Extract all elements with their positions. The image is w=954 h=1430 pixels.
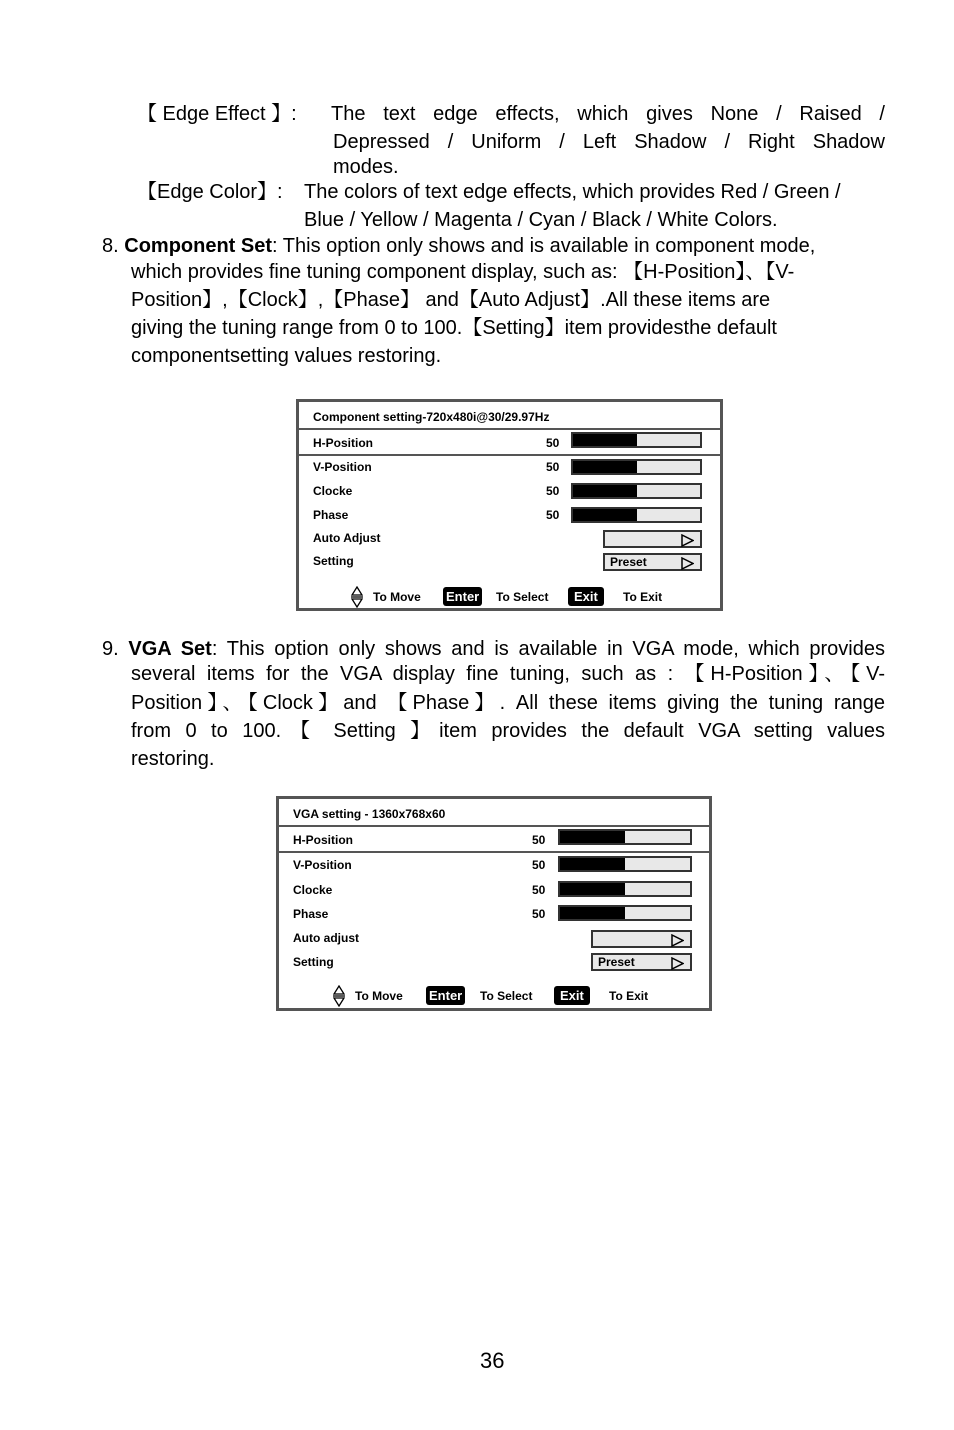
play-arrow-icon xyxy=(681,557,694,570)
item9-line2: several items for the VGA display fine tuning, such as : 【H-Position】、【V- xyxy=(131,663,885,685)
item8-title: Component Set xyxy=(124,235,273,257)
menu-label-auto-adjust: Auto adjust xyxy=(293,931,359,945)
item9-line5: restoring. xyxy=(131,748,215,770)
item9-title: VGA Set xyxy=(128,638,212,660)
menu-label-auto-adjust: Auto Adjust xyxy=(313,531,381,545)
phase-slider[interactable] xyxy=(571,507,702,523)
edge-color-desc-line1: The colors of text edge effects, which provides Red / Green / xyxy=(304,181,841,203)
menu-divider xyxy=(279,851,709,853)
vga-setting-menu xyxy=(276,796,712,1011)
slider-fill xyxy=(560,883,625,895)
h-position-slider[interactable] xyxy=(558,829,692,845)
menu-value-phase: 50 xyxy=(532,907,546,921)
item8-line3: Position】,【Clock】,【Phase】 and【Auto Adjust】.All these items are xyxy=(131,289,771,311)
play-arrow-icon xyxy=(681,534,694,547)
menu-label-h-position: H-Position xyxy=(293,833,353,847)
play-arrow-icon xyxy=(671,934,684,947)
menu-value-phase: 50 xyxy=(546,508,560,522)
item8-line1-text: : This option only shows and is available in component mode, xyxy=(272,235,816,257)
slider-fill xyxy=(573,509,637,521)
up-down-arrow-icon xyxy=(351,586,363,608)
preset-label: Preset xyxy=(610,555,647,569)
component-setting-menu xyxy=(296,399,723,611)
menu-divider xyxy=(299,428,720,430)
play-arrow-icon xyxy=(671,957,684,970)
item9-line1 xyxy=(102,635,885,663)
item8-line1 xyxy=(102,232,815,260)
to-exit-text: To Exit xyxy=(623,590,663,604)
menu-value-clock: 50 xyxy=(532,883,546,897)
menu-label-h-position: H-Position xyxy=(313,436,373,450)
item9-line3: Position】、【Clock】and 【Phase】. All these items giving the tuning range xyxy=(131,692,885,714)
clock-slider[interactable] xyxy=(558,881,692,897)
edge-color-label: 【Edge Color】: xyxy=(137,181,283,203)
edge-effect-label: 【 Edge Effect 】: xyxy=(137,103,297,125)
preset-label: Preset xyxy=(598,955,635,969)
slider-fill xyxy=(573,461,637,473)
exit-key[interactable]: Exit xyxy=(568,587,604,606)
menu-value-h-position: 50 xyxy=(546,436,560,450)
page-number: 36 xyxy=(480,1348,505,1373)
menu-title: Component setting-720x480i@30/29.97Hz xyxy=(313,410,550,424)
v-position-slider[interactable] xyxy=(571,459,702,475)
to-select-text: To Select xyxy=(496,590,549,604)
item9-number: 9. xyxy=(102,638,119,660)
menu-label-phase: Phase xyxy=(293,907,329,921)
setting-preset-button[interactable] xyxy=(591,953,692,971)
menu-value-h-position: 50 xyxy=(532,833,546,847)
item8-number: 8. xyxy=(102,235,119,257)
auto-adjust-button[interactable] xyxy=(603,530,702,548)
slider-fill xyxy=(573,485,637,497)
slider-fill xyxy=(573,434,637,446)
item9-line4: from 0 to 100.【 Setting 】item provides the default VGA setting values xyxy=(131,720,885,742)
enter-key[interactable]: Enter xyxy=(443,587,482,606)
edge-effect-desc-line1: The text edge effects, which gives None / Raised / xyxy=(331,103,885,125)
item8-line4: giving the tuning range from 0 to 100.【Setting】item providesthe default xyxy=(131,317,777,339)
menu-divider xyxy=(279,825,709,827)
phase-slider[interactable] xyxy=(558,905,692,921)
up-down-arrow-icon xyxy=(333,985,345,1007)
menu-divider xyxy=(299,454,720,456)
menu-value-clock: 50 xyxy=(546,484,560,498)
slider-fill xyxy=(560,858,625,870)
menu-label-v-position: V-Position xyxy=(293,858,352,872)
edge-effect-desc-line2: Depressed / Uniform / Left Shadow / Right Shadow xyxy=(333,131,885,153)
auto-adjust-button[interactable] xyxy=(591,930,692,948)
menu-label-clock: Clocke xyxy=(313,484,353,498)
clock-slider[interactable] xyxy=(571,483,702,499)
menu-label-phase: Phase xyxy=(313,508,349,522)
to-select-text: To Select xyxy=(480,989,533,1003)
edge-color-desc-line2: Blue / Yellow / Magenta / Cyan / Black / White Colors. xyxy=(304,209,778,231)
item8-line5: componentsetting values restoring. xyxy=(131,345,442,367)
to-exit-text: To Exit xyxy=(609,989,649,1003)
to-move-text: To Move xyxy=(355,989,403,1003)
menu-value-v-position: 50 xyxy=(532,858,546,872)
enter-key[interactable]: Enter xyxy=(426,986,465,1005)
edge-effect-desc-line3: modes. xyxy=(333,156,399,178)
item9-line1-text: : This option only shows and is available in VGA mode, which provides xyxy=(211,638,885,660)
slider-fill xyxy=(560,831,625,843)
v-position-slider[interactable] xyxy=(558,856,692,872)
setting-preset-button[interactable] xyxy=(603,553,702,571)
menu-label-v-position: V-Position xyxy=(313,460,372,474)
exit-key[interactable]: Exit xyxy=(554,986,590,1005)
menu-title: VGA setting - 1360x768x60 xyxy=(293,807,446,821)
menu-label-setting: Setting xyxy=(313,554,354,568)
menu-label-clock: Clocke xyxy=(293,883,333,897)
item8-line2: which provides fine tuning component display, such as: 【H-Position】、【V- xyxy=(131,261,795,283)
to-move-text: To Move xyxy=(373,590,421,604)
menu-value-v-position: 50 xyxy=(546,460,560,474)
slider-fill xyxy=(560,907,625,919)
menu-label-setting: Setting xyxy=(293,955,334,969)
h-position-slider[interactable] xyxy=(571,432,702,448)
